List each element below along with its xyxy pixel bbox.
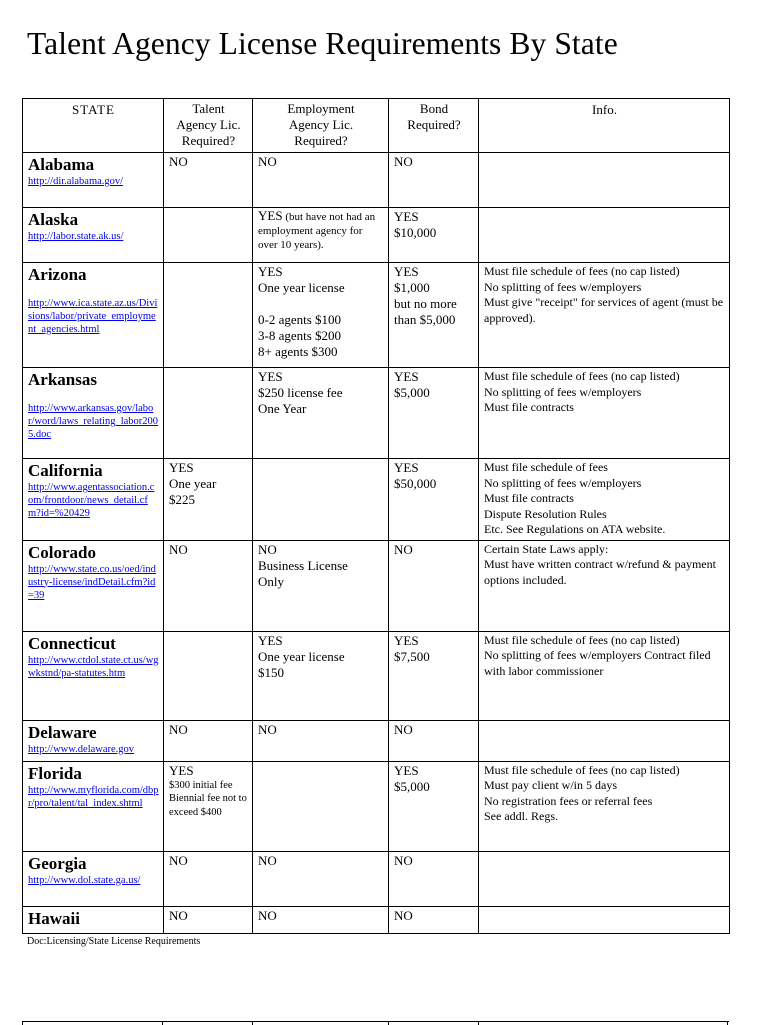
- employment-cell: YES $250 license fee One Year: [253, 368, 389, 459]
- header-employment-license: Employment Agency Lic. Required?: [253, 99, 389, 153]
- header-state: STATE: [23, 99, 164, 153]
- state-name: Arizona: [28, 265, 87, 284]
- info-cell: [479, 208, 730, 263]
- table-row: [23, 368, 730, 459]
- talent-cell: NO: [164, 153, 253, 208]
- state-link[interactable]: http://www.agentassociation.com/frontdoor/news_detail.cfm?id=%20429: [28, 482, 155, 519]
- state-cell: [23, 906, 164, 933]
- license-requirements-table: [22, 98, 730, 934]
- info-cell: [479, 720, 730, 761]
- bond-cell: NO: [389, 540, 479, 631]
- info-cell: [479, 153, 730, 208]
- bond-cell: NO: [389, 153, 479, 208]
- info-cell: Must file schedule of fees (no cap listed) Must pay client w/in 5 days No registration fees or referral fees See addl. Regs.: [479, 761, 730, 851]
- state-name: Connecticut: [28, 633, 116, 653]
- state-name: Colorado: [28, 542, 96, 562]
- bond-cell: YES $1,000 but no more than $5,000: [389, 263, 479, 368]
- header-info: Info.: [479, 99, 730, 153]
- state-name: Alaska: [28, 210, 79, 229]
- talent-cell: YES One year $225: [164, 459, 253, 541]
- document-footer: Doc:Licensing/State License Requirements: [27, 936, 201, 947]
- employment-cell: YES One year license $150: [253, 631, 389, 720]
- table-row: [23, 540, 730, 631]
- table-row: [23, 153, 730, 208]
- talent-cell: [164, 208, 253, 263]
- state-name: Arkansas: [28, 370, 97, 389]
- state-cell: [23, 761, 164, 851]
- state-link[interactable]: http://www.delaware.gov: [28, 743, 135, 755]
- state-link[interactable]: http://www.dol.state.ga.us/: [28, 874, 141, 886]
- talent-cell: NO: [164, 720, 253, 761]
- state-name: Hawaii: [28, 908, 80, 928]
- state-cell: [23, 153, 164, 208]
- state-cell: [23, 368, 164, 459]
- bond-cell: YES $50,000: [389, 459, 479, 541]
- state-link[interactable]: http://www.state.co.us/oed/industry-license/indDetail.cfm?id=39: [28, 563, 156, 601]
- page-title: Talent Agency License Requirements By State: [27, 26, 618, 61]
- info-cell: Certain State Laws apply: Must have written contract w/refund & payment options included.: [479, 540, 730, 631]
- state-link[interactable]: http://www.myflorida.com/dbpr/pro/talent/tal_index.shtml: [28, 784, 159, 809]
- employment-cell: NO: [253, 906, 389, 933]
- employment-cell: NO: [253, 153, 389, 208]
- state-cell: [23, 459, 164, 541]
- header-talent-license: Talent Agency Lic. Required?: [164, 99, 253, 153]
- info-cell: Must file schedule of fees No splitting of fees w/employers Must file contracts Dispute Resolution Rules Etc. See Regulations on ATA website.: [479, 459, 730, 541]
- state-name: Delaware: [28, 722, 97, 742]
- bond-cell: NO: [389, 720, 479, 761]
- table-row: [23, 208, 730, 263]
- state-cell: [23, 540, 164, 631]
- employment-cell: NO: [253, 720, 389, 761]
- info-cell: [479, 906, 730, 933]
- employment-cell: NO Business License Only: [253, 540, 389, 631]
- state-cell: [23, 208, 164, 263]
- employment-cell: [253, 459, 389, 541]
- state-link[interactable]: http://labor.state.ak.us/: [28, 231, 124, 242]
- talent-cell: YES $300 initial fee Biennial fee not to exceed $400: [164, 761, 253, 851]
- table-row: [23, 459, 730, 541]
- talent-cell: [164, 631, 253, 720]
- talent-cell: [164, 263, 253, 368]
- employment-cell: NO: [253, 851, 389, 906]
- state-name: Alabama: [28, 155, 95, 174]
- state-link[interactable]: http://www.ica.state.az.us/Divisions/labor/private_employment_agencies.html: [28, 298, 158, 335]
- info-cell: Must file schedule of fees (no cap listed) No splitting of fees w/employers Must file contracts: [479, 368, 730, 459]
- info-cell: Must file schedule of fees (no cap listed) No splitting of fees w/employers Must give "receipt" for services of agent (must be approved).: [479, 263, 730, 368]
- bond-cell: YES $5,000: [389, 761, 479, 851]
- state-link[interactable]: http://www.arkansas.gov/labor/word/laws_relating_labor2005.doc: [28, 403, 159, 440]
- talent-cell: [164, 368, 253, 459]
- table-row: [23, 631, 730, 720]
- state-link[interactable]: http://dir.alabama.gov/: [28, 176, 124, 187]
- table-row: [23, 906, 730, 933]
- employment-cell: YES (but have not had an employment agency for over 10 years).: [253, 208, 389, 263]
- bond-cell: NO: [389, 906, 479, 933]
- state-link[interactable]: http://www.ctdol.state.ct.us/wgwkstnd/pa-statutes.htm: [28, 654, 159, 679]
- table-row: [23, 851, 730, 906]
- table-row: [23, 263, 730, 368]
- state-name: Georgia: [28, 853, 87, 873]
- state-cell: [23, 263, 164, 368]
- table-row: [23, 720, 730, 761]
- talent-cell: NO: [164, 540, 253, 631]
- state-cell: [23, 631, 164, 720]
- bond-cell: YES $10,000: [389, 208, 479, 263]
- state-cell: [23, 720, 164, 761]
- table-header-row: [23, 99, 730, 153]
- header-bond: Bond Required?: [389, 99, 479, 153]
- talent-cell: NO: [164, 906, 253, 933]
- bond-cell: YES $5,000: [389, 368, 479, 459]
- table-row: [23, 761, 730, 851]
- bond-cell: YES $7,500: [389, 631, 479, 720]
- info-cell: [479, 851, 730, 906]
- talent-cell: NO: [164, 851, 253, 906]
- employment-cell: YES One year license 0-2 agents $100 3-8 agents $200 8+ agents $300: [253, 263, 389, 368]
- employment-cell: [253, 761, 389, 851]
- bond-cell: NO: [389, 851, 479, 906]
- state-cell: [23, 851, 164, 906]
- info-cell: Must file schedule of fees (no cap listed) No splitting of fees w/employers Contract filed with labor commissioner: [479, 631, 730, 720]
- state-name: Florida: [28, 763, 82, 783]
- state-name: California: [28, 461, 103, 480]
